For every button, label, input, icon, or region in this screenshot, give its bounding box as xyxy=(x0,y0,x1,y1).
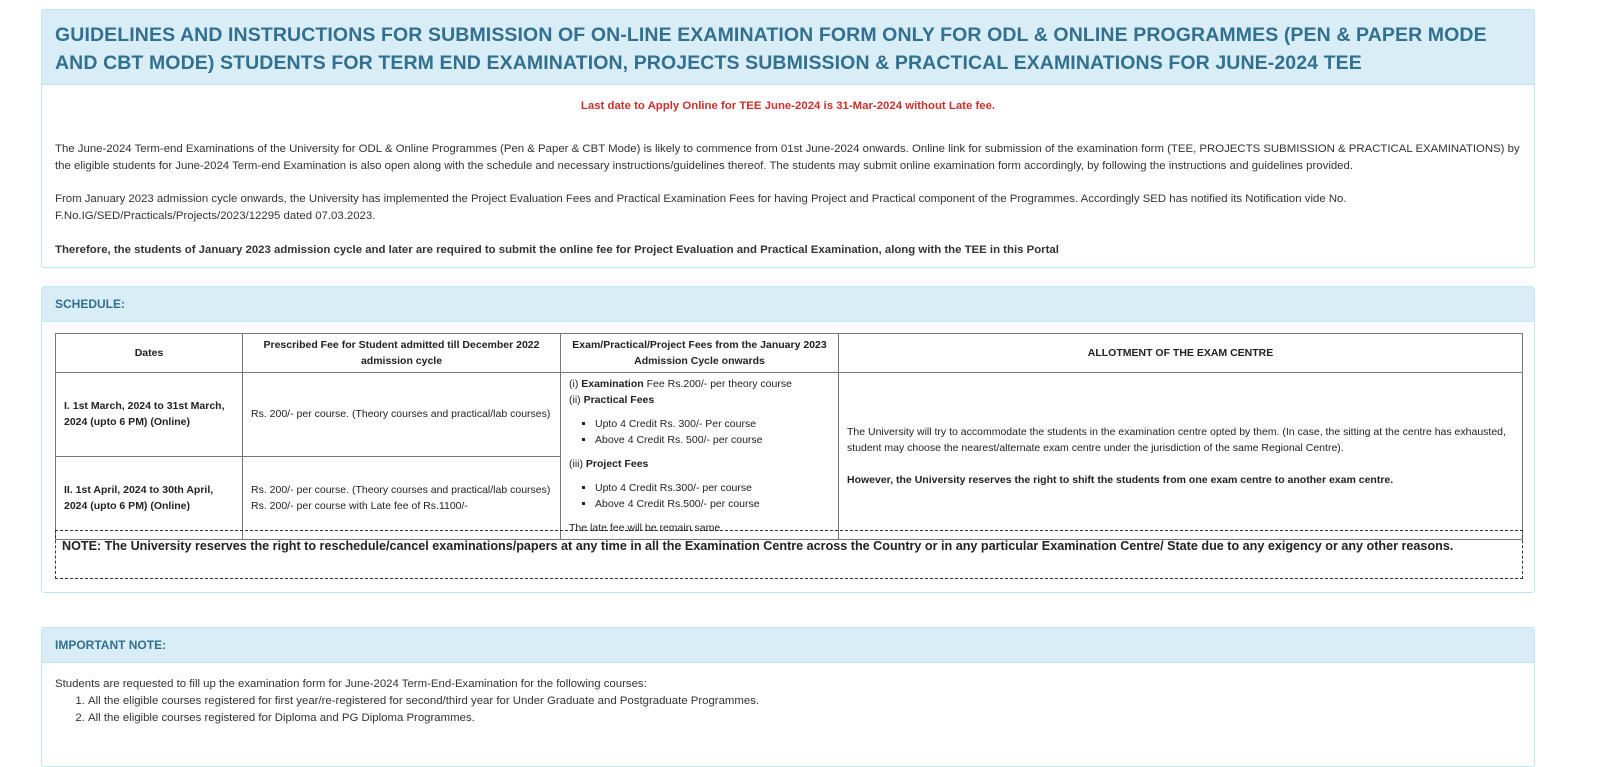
important-note-heading: IMPORTANT NOTE: xyxy=(42,628,1534,663)
allotment-text: The University will try to accommodate the students in the examination centre opted by them. (In case, the sitting at the centre has exhausted, student may choose the nearest/alternate exam centre under the jurisdiction of the same Regional Centre). xyxy=(847,426,1506,454)
late-fee-line: The late fee will be remain same xyxy=(569,522,721,534)
exam-fee-line: (i) Examination Fee Rs.200/- per theory course xyxy=(569,378,792,390)
row-fee: Rs. 200/- per course. (Theory courses and practical/lab courses) Rs. 200/- per course with Late fee of Rs.1100/- xyxy=(243,456,561,540)
list-item: ▪ Above 4 Credit Rs.500/- per course xyxy=(595,496,830,512)
intro-paragraph: The June-2024 Term-end Examinations of the University for ODL & Online Programmes (Pen & Paper & CBT Mode) is likely to commence from 01st June-2024 onwards. Online link for submission of the examination form (TEE, PROJECTS SUBMISSION & PRACTICAL EXAMINATIONS) by the eligible students for June-2024 Term-end Examination is also open along with the schedule and necessary instructions/guidelines thereof. The students may submit online examination form accordingly, by following the instructions and guidelines provided. xyxy=(55,143,1520,172)
table-header-row xyxy=(56,334,1523,373)
guidelines-title: GUIDELINES AND INSTRUCTIONS FOR SUBMISSION OF ON-LINE EXAMINATION FORM ONLY FOR ODL & ONLINE PROGRAMMES (PEN & PAPER MODE AND CBT MODE) STUDENTS FOR TERM END EXAMINATION, PROJECTS SUBMISSION & PRACTICAL EXAMINATIONS FOR JUNE-2024 TEE xyxy=(42,10,1534,85)
guidelines-panel xyxy=(41,9,1535,268)
row-fee: Rs. 200/- per course. (Theory courses and practical/lab courses) xyxy=(243,373,561,457)
row-date: I. 1st March, 2024 to 31st March, 2024 (upto 6 PM) (Online) xyxy=(56,373,243,457)
portal-fee-paragraph: Therefore, the students of January 2023 admission cycle and later are required to submit the online fee for Project Evaluation and Practical Examination, along with the TEE in this Portal xyxy=(55,244,1059,256)
guidelines-body xyxy=(42,98,1534,259)
list-item: 1. All the eligible courses registered for first year/re-registered for second/third year for Under Graduate and Postgraduate Programmes. xyxy=(88,693,1521,710)
list-item: ▪ Upto 4 Credit Rs.300/- per course xyxy=(595,480,830,496)
reschedule-note: NOTE: The University reserves the right to reschedule/cancel examinations/papers at any time in all the Examination Centre across the Country or in any particular Examination Centre/ State due to any exigency or any other reasons. xyxy=(55,530,1523,579)
table-row xyxy=(56,373,1523,457)
important-note-panel xyxy=(41,627,1535,767)
last-date-notice: Last date to Apply Online for TEE June-2024 is 31-Mar-2024 without Late fee. xyxy=(580,100,996,112)
exam-fees-cell xyxy=(561,373,839,540)
schedule-table xyxy=(55,333,1523,540)
schedule-heading: SCHEDULE: xyxy=(42,287,1534,322)
list-item: 2. All the eligible courses registered for Diploma and PG Diploma Programmes. xyxy=(88,710,1521,727)
practical-fee-line: (ii) Practical Fees xyxy=(569,394,655,406)
important-note-body xyxy=(42,663,1534,727)
important-list xyxy=(55,693,1521,727)
project-fee-list xyxy=(569,480,830,512)
header-allotment: ALLOTMENT OF THE EXAM CENTRE xyxy=(839,334,1523,373)
important-intro: Students are requested to fill up the examination form for June-2024 Term-End-Examination for the following courses: xyxy=(55,678,647,690)
allotment-cell xyxy=(839,373,1523,540)
schedule-panel xyxy=(41,286,1535,593)
header-dates: Dates xyxy=(56,334,243,373)
header-prescribed-fee: Prescribed Fee for Student admitted till December 2022 admission cycle xyxy=(243,334,561,373)
allotment-bold-text: However, the University reserves the right to shift the students from one exam centre to another exam centre. xyxy=(847,474,1394,486)
header-exam-fees: Exam/Practical/Project Fees from the January 2023 Admission Cycle onwards xyxy=(561,334,839,373)
project-fee-paragraph: From January 2023 admission cycle onwards, the University has implemented the Project Evaluation Fees and Practical Examination Fees for having Project and Practical component of the Programmes. Accordingly SED has notified its Notification vide No. F.No.IG/SED/Practicals/Projects/2023/12295 dated 07.03.2023. xyxy=(55,193,1347,222)
row-date: II. 1st April, 2024 to 30th April, 2024 (upto 6 PM) (Online) xyxy=(56,456,243,540)
list-item: ▪ Above 4 Credit Rs. 500/- per course xyxy=(595,432,830,448)
project-fee-line: (iii) Project Fees xyxy=(569,458,649,470)
list-item: ▪ Upto 4 Credit Rs. 300/- Per course xyxy=(595,416,830,432)
practical-fee-list xyxy=(569,416,830,448)
